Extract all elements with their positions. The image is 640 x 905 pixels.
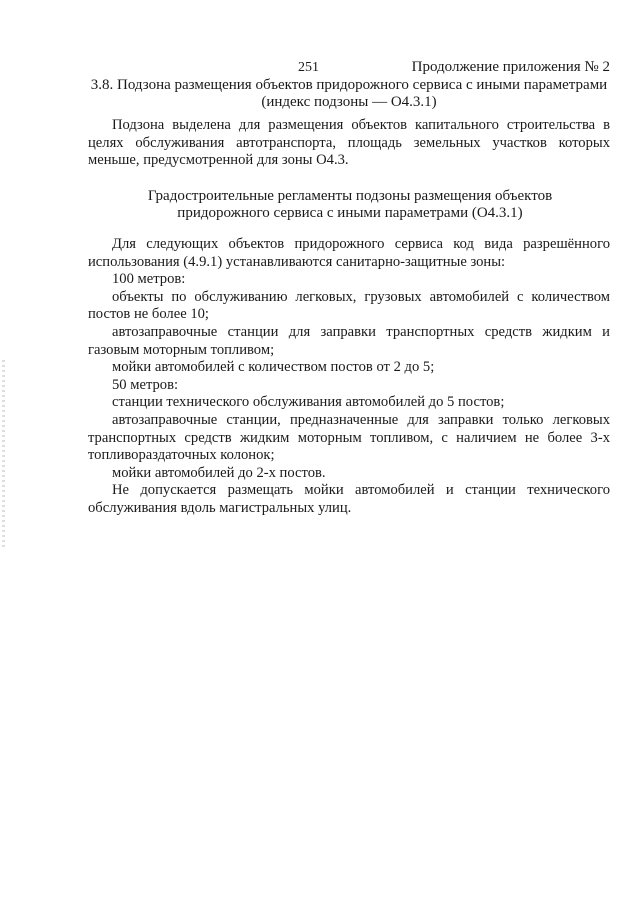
regulations-heading <box>130 188 570 222</box>
regulations-heading-line-2: придорожного сервиса с иными параметрами (О4.3.1) <box>177 205 523 221</box>
section-heading-line-2: (индекс подзоны — О4.3.1) <box>261 94 437 110</box>
section-heading-line-1: 3.8. Подзона размещения объектов придорожного сервиса с иными параметрами <box>90 77 608 93</box>
paragraph: станции технического обслуживания автомобилей до 5 постов; <box>112 394 505 411</box>
paragraph: мойки автомобилей с количеством постов от 2 до 5; <box>112 359 435 376</box>
paragraph: мойки автомобилей до 2-х постов. <box>112 464 326 481</box>
paragraph: 100 метров: <box>112 271 186 288</box>
regulations-heading-line-1: Градостроительные регламенты подзоны размещения объектов <box>147 188 553 204</box>
intro-block <box>88 117 610 170</box>
page-number: 251 <box>298 60 319 75</box>
regulations-body <box>88 236 610 518</box>
section-heading <box>88 77 610 111</box>
paragraph: Не допускается размещать мойки автомобилей и станции технического обслуживания вдоль магистральных улиц. <box>88 482 610 516</box>
intro-paragraph: Подзона выделена для размещения объектов капитального строительства в целях обслуживания автотранспорта, площадь земельных участков которых меньше, предусмотренной для зоны О4.3. <box>88 117 610 169</box>
paragraph: Для следующих объектов придорожного сервиса код вида разрешённого использования (4.9.1) устанавливаются санитарно-защитные зоны: <box>88 236 610 270</box>
paragraph: автозаправочные станции, предназначенные для заправки только легковых транспортных средств жидким моторным топливом, с наличием не более 3-х топливораздаточных колонок; <box>88 411 610 464</box>
continuation-note: Продолжение приложения № 2 <box>411 59 610 75</box>
paragraph: объекты по обслуживанию легковых, грузовых автомобилей с количеством постов не более 10; <box>88 288 610 323</box>
paragraph: автозаправочные станции для заправки транспортных средств жидким и газовым моторным топливом; <box>88 323 610 358</box>
scan-margin-mark <box>2 360 5 550</box>
paragraph: 50 метров: <box>112 376 179 393</box>
